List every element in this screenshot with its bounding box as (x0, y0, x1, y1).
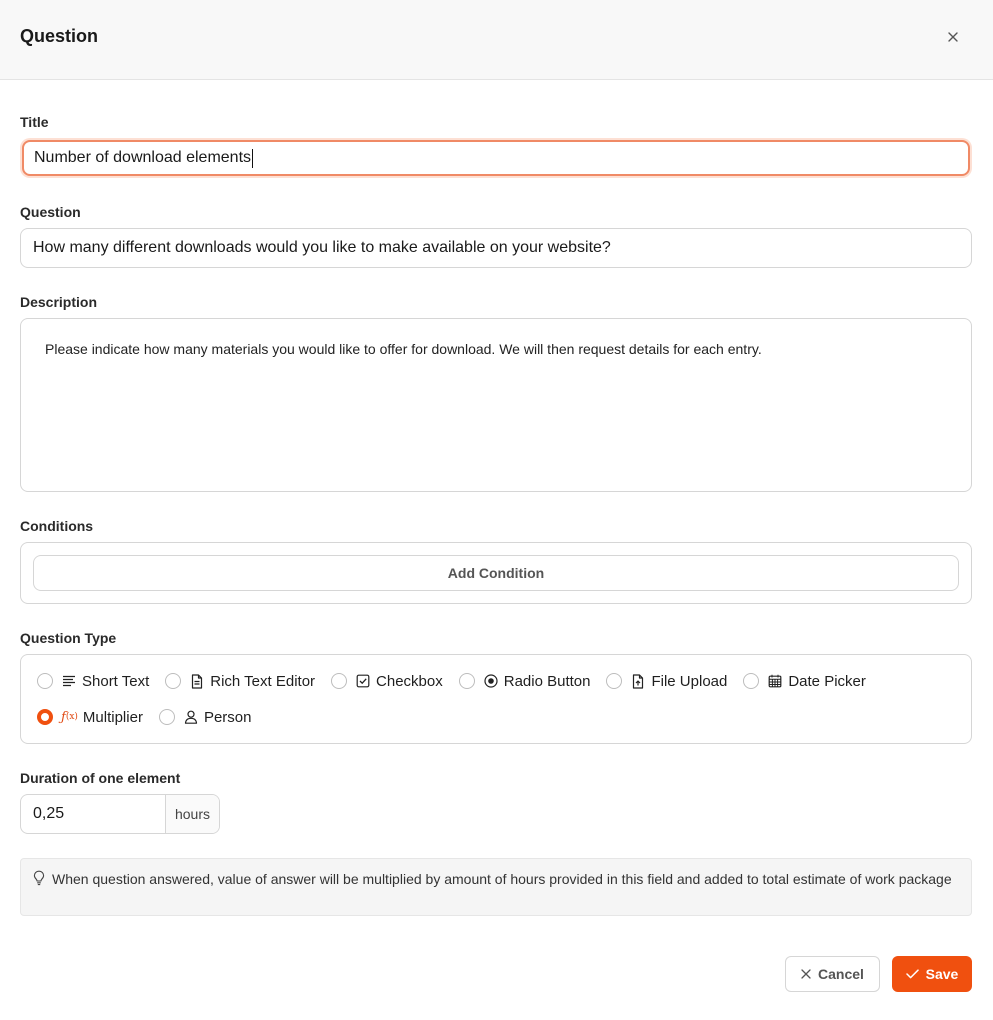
info-callout (20, 858, 972, 916)
lightbulb-icon (32, 870, 46, 886)
qtype-option-file-upload[interactable] (606, 671, 727, 691)
close-button[interactable] (942, 26, 964, 48)
close-icon (947, 31, 959, 43)
qtype-option-date-picker[interactable] (743, 671, 866, 691)
duration-input-group (20, 794, 220, 834)
radio-checkbox[interactable] (331, 673, 347, 689)
short-text-icon (61, 673, 77, 689)
modal-header (0, 0, 993, 80)
radio-short-text[interactable] (37, 673, 53, 689)
modal-title: Question (20, 26, 99, 46)
radio-person[interactable] (159, 709, 175, 725)
save-button[interactable] (892, 956, 972, 992)
title-label: Title (20, 114, 49, 130)
qtype-label: Multiplier (82, 708, 143, 726)
conditions-label: Conditions (20, 518, 94, 534)
duration-input[interactable]: 0,25 (21, 795, 166, 833)
save-button-label: Save (925, 966, 959, 982)
question-input-value: How many different downloads would you like to make available on your website? (33, 239, 611, 256)
title-input[interactable] (22, 140, 970, 176)
question-type-group (20, 654, 972, 744)
qtype-option-multiplier[interactable] (37, 707, 143, 727)
document-icon (189, 673, 205, 689)
qtype-option-short-text[interactable] (37, 671, 149, 691)
qtype-option-radio-button[interactable] (459, 671, 591, 691)
file-upload-icon (630, 673, 646, 689)
close-icon (801, 969, 811, 979)
checkbox-icon (355, 673, 371, 689)
qtype-label: Person (203, 708, 252, 726)
duration-unit-addon: hours (166, 795, 219, 833)
qtype-label: Date Picker (788, 672, 866, 690)
question-input[interactable] (20, 228, 972, 268)
radio-rich-text-editor[interactable] (165, 673, 181, 689)
title-input-value: Number of download elements (34, 149, 252, 166)
conditions-box (20, 542, 972, 604)
cancel-button[interactable] (785, 956, 880, 992)
radio-date-picker[interactable] (743, 673, 759, 689)
qtype-option-checkbox[interactable] (331, 671, 443, 691)
function-icon: ƒ (x) (61, 709, 78, 725)
description-textarea[interactable] (20, 318, 972, 492)
cancel-button-label: Cancel (818, 966, 864, 982)
qtype-label: Short Text (82, 672, 150, 690)
qtype-label: Rich Text Editor (210, 672, 316, 690)
check-icon (906, 969, 919, 979)
description-value: Please indicate how many materials you would like to offer for download. We will then request details for each entry. (45, 341, 762, 357)
radio-radio-button[interactable] (459, 673, 475, 689)
radio-multiplier[interactable] (37, 709, 53, 725)
text-caret (252, 149, 253, 168)
radio-button-icon (483, 673, 499, 689)
question-label: Question (20, 204, 81, 220)
qtype-option-person[interactable] (159, 707, 252, 727)
qtype-option-rich-text-editor[interactable] (165, 671, 315, 691)
question-type-label: Question Type (20, 630, 117, 646)
duration-label: Duration of one element (20, 770, 181, 786)
qtype-label: File Upload (651, 672, 728, 690)
description-label: Description (20, 294, 98, 310)
qtype-label: Radio Button (503, 672, 591, 690)
person-icon (183, 709, 199, 725)
qtype-label: Checkbox (376, 672, 443, 690)
calendar-icon (767, 673, 783, 689)
radio-file-upload[interactable] (606, 673, 622, 689)
info-text: When question answered, value of answer will be multiplied by amount of hours provided in this field and added to total estimate of work package (52, 871, 952, 887)
add-condition-button[interactable]: Add Condition (33, 555, 959, 591)
